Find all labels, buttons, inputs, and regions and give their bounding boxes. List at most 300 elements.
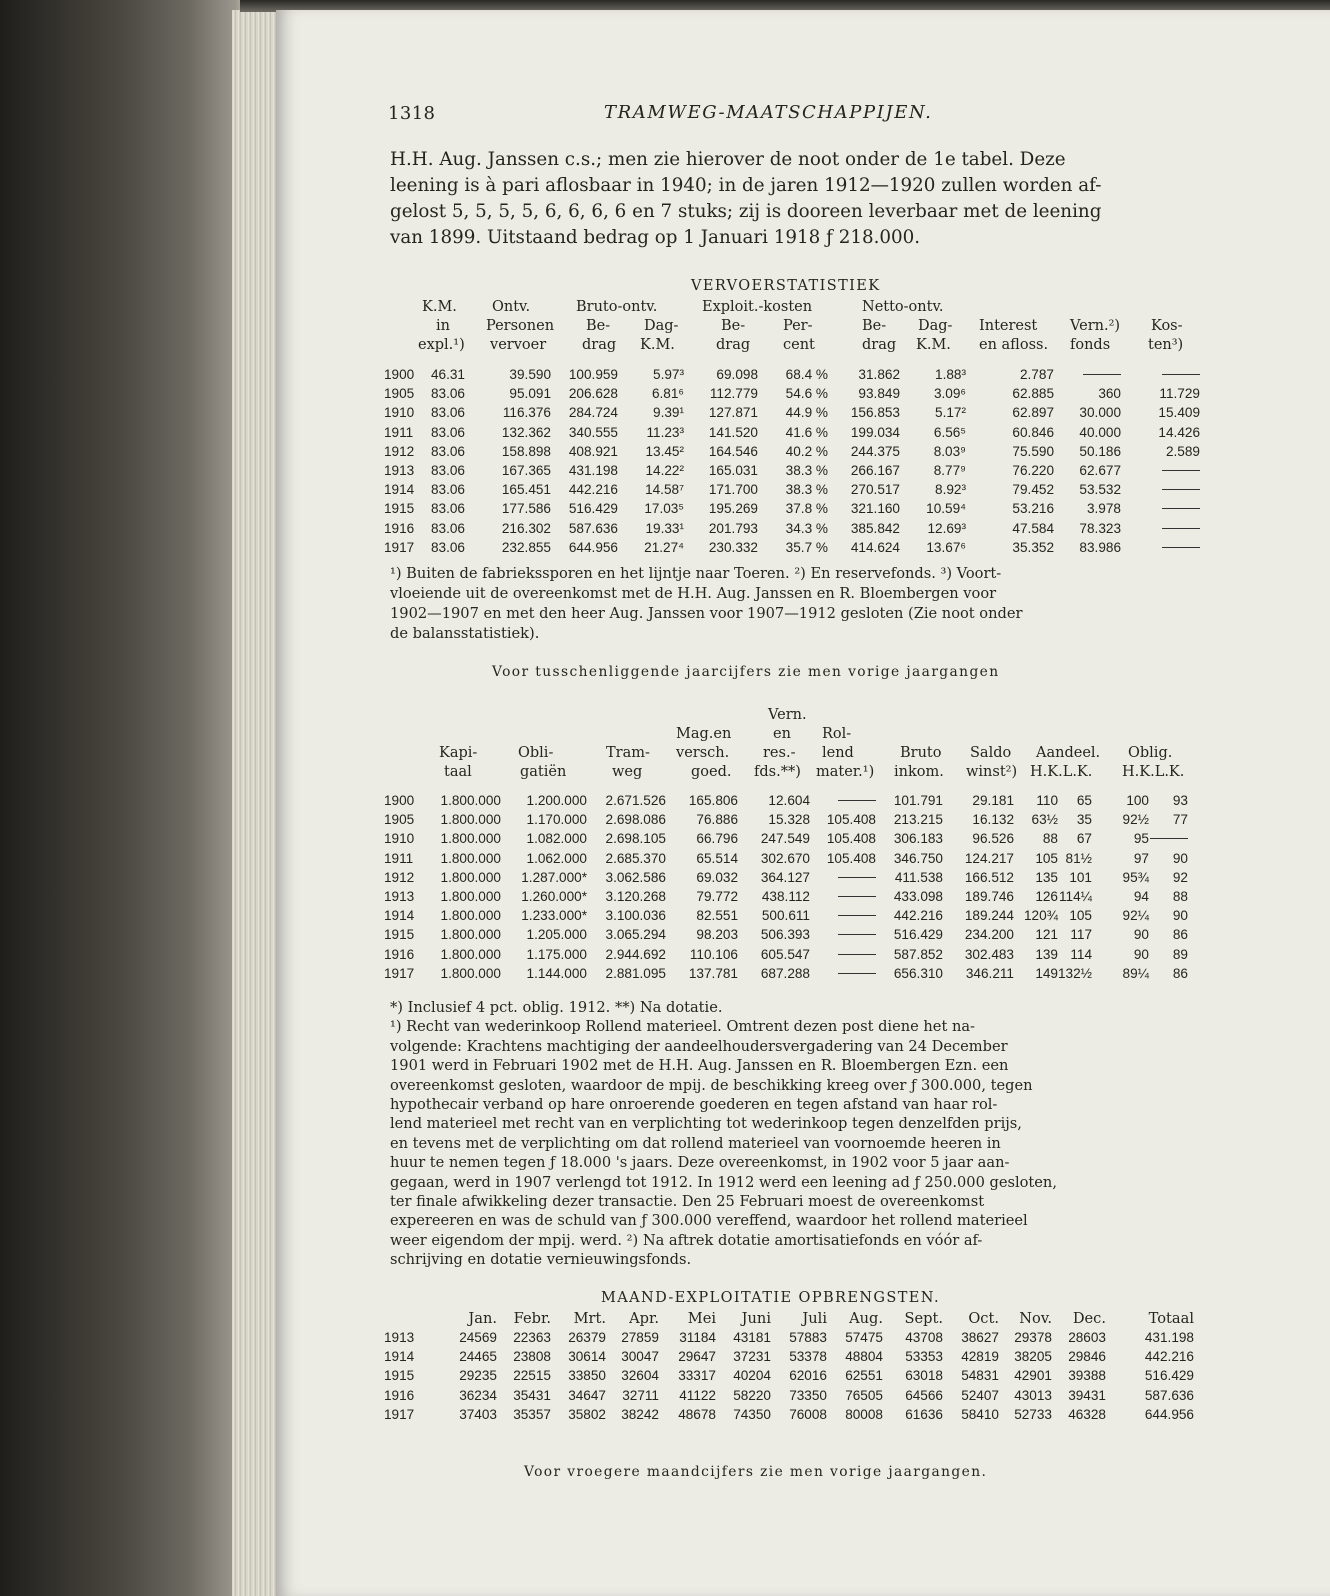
maand-cell: 76505: [845, 1387, 883, 1403]
vervoer-cell: 69.098: [716, 367, 758, 382]
vervoer-cell: 62.897: [1012, 405, 1054, 421]
balans-cell: 105.408: [826, 812, 876, 828]
vervoer-title: VERVOERSTATISTIEK: [691, 278, 881, 294]
vervoer-cell: 76.220: [1012, 463, 1054, 478]
balans-row: [276, 947, 1330, 966]
maand-cell: 53378: [789, 1349, 827, 1365]
vervoer-cell: 408.921: [568, 443, 618, 459]
balans-cell: 92: [1172, 869, 1188, 885]
hdr-bruto: inkom.: [894, 764, 944, 780]
vervoer-cell: 5.97³: [653, 367, 684, 382]
vervoer-row: [276, 405, 1330, 424]
balans-cell: 135: [1035, 869, 1058, 885]
balans-row: [276, 793, 1330, 812]
vervoer-cell: 100.959: [568, 367, 618, 382]
maand-cell: 31184: [679, 1330, 716, 1345]
book-spine: [0, 0, 250, 1596]
balans-cell: 1.260.000*: [521, 889, 587, 904]
vervoer-cell: 1916: [384, 520, 415, 536]
vervoer-header: [276, 298, 1330, 358]
vervoer-cell: 442.216: [568, 482, 618, 498]
vervoer-note: vloeiende uit de overeenkomst met de H.H. Aug. Janssen en R. Bloembergen voor: [390, 585, 997, 602]
maand-row: [276, 1407, 1330, 1426]
hdr-obligatien: Obli-: [518, 745, 554, 761]
balans-cell: 3.120.268: [605, 889, 666, 904]
balans-cell: 1.800.000: [440, 831, 501, 847]
balans-cell: 1.287.000*: [521, 869, 587, 885]
vervoer-cell: 587.636: [568, 520, 618, 536]
balans-cell: 1914: [384, 908, 415, 924]
maand-cell: 587.636: [1144, 1387, 1194, 1403]
vervoer-cell: 3.978: [1086, 501, 1121, 517]
balans-cell: [838, 927, 876, 942]
intro-line: leening is à pari aflosbaar in 1940; in de jaren 1912—1920 zullen worden af-: [390, 175, 1102, 196]
balans-cell: 165.806: [688, 793, 738, 808]
maand-cell: 53353: [905, 1349, 943, 1365]
hdr-l3: drag: [862, 337, 897, 353]
vervoer-cell: 47.584: [1012, 520, 1054, 536]
maand-cell: 80008: [845, 1406, 883, 1422]
vervoer-cell: 11.729: [1159, 386, 1200, 402]
balans-cell: 1915: [384, 927, 415, 943]
vervoer-cell: 10.59⁴: [926, 501, 966, 517]
vervoer-row: [276, 501, 1330, 520]
balans-cell: 306.183: [893, 831, 943, 847]
vervoer-cell: 14.426: [1158, 424, 1200, 440]
hdr-saldo: winst²): [966, 764, 1018, 780]
balans-row: [276, 812, 1330, 831]
vervoer-cell: 141.520: [708, 424, 758, 440]
vervoer-cell: [1162, 482, 1200, 497]
balans-cell: 124.217: [964, 850, 1014, 866]
hdr-vern: fds.**): [754, 764, 801, 780]
vervoer-cell: 13.67⁶: [926, 539, 966, 555]
maand-header-cell: Dec.: [1072, 1310, 1106, 1327]
maand-cell: 64566: [905, 1387, 943, 1403]
balans-cell: 88: [1172, 889, 1188, 904]
maand-header-cell: Febr.: [513, 1310, 551, 1327]
vervoer-cell: 13.45²: [645, 443, 684, 459]
balans-cell: 86: [1172, 927, 1188, 943]
hdr-tramweg: weg: [612, 764, 643, 780]
balans-cell: 3.062.586: [605, 869, 666, 885]
balans-note: weer eigendom der mpij. werd. ²) Na aftrek dotatie amortisatiefonds en vóór af-: [390, 1231, 983, 1249]
vervoer-row: [276, 386, 1330, 405]
balans-cell: 95: [1133, 831, 1149, 847]
vervoer-cell: 53.216: [1012, 501, 1054, 517]
maand-cell: 38242: [621, 1406, 659, 1422]
vervoer-cell: 644.956: [568, 539, 618, 555]
maand-cell: 22515: [513, 1368, 551, 1384]
balans-cell: 189.244: [964, 908, 1014, 924]
maand-cell: 32711: [622, 1387, 659, 1403]
balans-cell: 89¼: [1122, 965, 1149, 981]
vervoer-cell: 79.452: [1012, 482, 1054, 498]
vervoer-cell: [1162, 501, 1200, 516]
vervoer-cell: 6.56⁵: [933, 424, 966, 440]
balans-cell: 114¼: [1058, 889, 1092, 904]
hdr-rollend: Rol-: [822, 726, 852, 742]
balans-cell: 90: [1172, 850, 1188, 866]
balans-cell: 126: [1035, 889, 1058, 904]
maand-cell: 62016: [789, 1368, 827, 1384]
vervoer-cell: 164.546: [708, 443, 758, 459]
balans-cell: 96.526: [972, 831, 1014, 847]
maand-cell: 58220: [733, 1387, 771, 1403]
balans-cell: 516.429: [893, 927, 943, 943]
maand-footer: Voor vroegere maandcijfers zie men vorige jaargangen.: [524, 1464, 988, 1480]
balans-note: gegaan, werd in 1907 verlengd tot 1912. In 1912 werd een leening ad ƒ 250.000 gesloten,: [390, 1173, 1057, 1191]
balans-note: overeenkomst gesloten, waardoor de mpij. de beschikking kreeg over ƒ 300.000, tegen: [390, 1076, 1033, 1094]
vervoer-cell: 165.451: [501, 482, 551, 498]
vervoer-cell: 60.846: [1012, 424, 1054, 440]
maand-cell: 1915: [384, 1368, 415, 1384]
hdr-l3: K.M.: [916, 337, 951, 353]
vervoer-cell: 132.362: [501, 424, 551, 440]
balans-cell: 67: [1076, 831, 1092, 847]
maand-cell: 37403: [459, 1406, 497, 1422]
balans-cell: 1.200.000: [526, 793, 587, 808]
balans-cell: 90: [1133, 927, 1149, 943]
hdr-l2: Be-: [862, 318, 887, 334]
vervoer-cell: 83.06: [430, 386, 465, 402]
maand-header-cell: Juni: [741, 1310, 771, 1327]
maand-cell: 43708: [905, 1330, 943, 1345]
maand-cell: 46328: [1068, 1406, 1106, 1422]
balans-note: huur te nemen tegen ƒ 18.000 's jaars. Deze overeenkomst, in 1902 voor 5 jaar aan-: [390, 1154, 1010, 1172]
maand-row: [276, 1330, 1330, 1349]
maand-cell: 61636: [905, 1406, 943, 1422]
vervoer-note: 1902—1907 en met den heer Aug. Janssen voor 1907—1912 gesloten (Zie noot onder: [390, 605, 1023, 622]
balans-cell: 587.852: [893, 946, 943, 962]
intro-line: van 1899. Uitstaand bedrag op 1 Januari 1918 ƒ 218.000.: [390, 227, 921, 248]
vervoer-cell: 2.589: [1165, 443, 1200, 459]
maand-cell: 52733: [1014, 1406, 1052, 1422]
balans-cell: [838, 870, 876, 885]
vervoer-cell: 78.323: [1079, 520, 1121, 536]
intro-line: H.H. Aug. Janssen c.s.; men zie hierover de noot onder de 1e tabel. Deze: [390, 149, 1066, 170]
vervoer-cell: 14.58⁷: [645, 482, 684, 498]
maand-cell: 42819: [961, 1349, 999, 1365]
vervoer-cell: 35.7 %: [785, 539, 828, 555]
vervoer-cell: 37.8 %: [785, 501, 828, 517]
maand-title: MAAND-EXPLOITATIE OPBRENGSTEN.: [601, 1290, 940, 1306]
maand-cell: 28603: [1068, 1330, 1106, 1345]
maand-cell: 1914: [384, 1349, 415, 1365]
maand-row: [276, 1388, 1330, 1407]
balans-cell: 92¼: [1122, 908, 1149, 924]
maand-cell: 40204: [733, 1368, 771, 1384]
maand-cell: 38205: [1014, 1349, 1052, 1365]
balans-cell: 12.604: [768, 793, 810, 808]
balans-note: schrijving en dotatie vernieuwingsfonds.: [390, 1251, 692, 1269]
maand-cell: 39431: [1068, 1387, 1106, 1403]
hdr-l2: Per-: [783, 318, 813, 334]
maand-cell: 42901: [1014, 1368, 1052, 1384]
balans-cell: 1.800.000: [440, 812, 501, 828]
balans-cell: 1.800.000: [440, 927, 501, 943]
hdr-l3: expl.¹): [418, 337, 465, 353]
hdr-l3: drag: [582, 337, 617, 353]
vervoer-row: [276, 367, 1330, 386]
hdr-l2: Be-: [586, 318, 611, 334]
hdr-kapitaal: taal: [444, 764, 472, 780]
balans-cell: 346.750: [893, 850, 943, 866]
maand-cell: 57475: [845, 1330, 883, 1345]
vervoer-cell: 1917: [384, 539, 415, 555]
balans-cell: 433.098: [893, 889, 943, 904]
balans-cell: 97: [1133, 850, 1149, 866]
balans-cell: 92½: [1122, 812, 1149, 828]
balans-cell: 1900: [384, 793, 415, 808]
balans-cell: 1.800.000: [440, 793, 501, 808]
balans-cell: [1150, 831, 1188, 846]
hdr-l3: cent: [783, 337, 815, 353]
vervoer-cell: 31.862: [858, 367, 900, 382]
maand-cell: 1916: [384, 1387, 415, 1403]
maand-cell: 43013: [1014, 1387, 1052, 1403]
balans-cell: 438.112: [761, 889, 810, 904]
maand-cell: 48804: [845, 1349, 883, 1365]
hdr-rollend: mater.¹): [816, 764, 875, 780]
vervoer-cell: 232.855: [501, 539, 551, 555]
balans-row: [276, 889, 1330, 908]
maand-cell: 32604: [621, 1368, 659, 1384]
vervoer-cell: 12.69³: [927, 520, 966, 536]
balans-row: [276, 966, 1330, 985]
vervoer-cell: 50.186: [1079, 443, 1121, 459]
balans-cell: 2.944.692: [605, 946, 666, 962]
vervoer-cell: 266.167: [850, 463, 900, 478]
balans-row: [276, 927, 1330, 946]
balans-cell: 65: [1076, 793, 1092, 808]
vervoer-cell: 9.39¹: [653, 405, 684, 421]
balans-cell: 2.685.370: [605, 850, 666, 866]
balans-cell: 90: [1172, 908, 1188, 924]
vervoer-cell: 177.586: [501, 501, 551, 517]
hdr-l2: Vern.²): [1070, 318, 1121, 334]
vervoer-cell: 8.92³: [935, 482, 966, 498]
maand-cell: 36234: [459, 1387, 497, 1403]
balans-cell: 1.175.000: [526, 946, 587, 962]
balans-cell: 149: [1035, 965, 1058, 981]
balans-cell: 94: [1133, 889, 1149, 904]
balans-cell: 1.800.000: [440, 889, 501, 904]
maand-cell: 30614: [568, 1349, 606, 1365]
balans-cell: 88: [1042, 831, 1058, 847]
vervoer-cell: 83.06: [430, 482, 465, 498]
vervoer-cell: [1083, 367, 1121, 382]
maand-header-cell: Mrt.: [573, 1310, 606, 1327]
balans-cell: 98.203: [696, 927, 738, 943]
balans-cell: 114: [1070, 946, 1092, 962]
maand-cell: 22363: [513, 1330, 551, 1345]
maand-header-cell: Sept.: [904, 1310, 943, 1327]
hdr-kapitaal: Kapi-: [439, 745, 478, 761]
maand-cell: 54831: [961, 1368, 999, 1384]
running-title: TRAMWEG-MAATSCHAPPIJEN.: [604, 102, 933, 123]
balans-cell: 139: [1035, 946, 1058, 962]
vervoer-cell: 270.517: [850, 482, 900, 498]
hdr-l3: ten³): [1148, 337, 1184, 353]
vervoer-cell: 34.3 %: [785, 520, 828, 536]
balans-cell: 1.205.000: [526, 927, 587, 943]
balans-cell: 2.881.095: [605, 965, 666, 981]
maand-cell: 442.216: [1144, 1349, 1194, 1365]
hdr-l3: K.M.: [640, 337, 675, 353]
hdr-rollend: lend: [822, 745, 854, 761]
vervoer-cell: 112.779: [709, 386, 758, 402]
vervoer-cell: 195.269: [708, 501, 758, 517]
maand-cell: 52407: [961, 1387, 999, 1403]
balans-cell: 69.032: [696, 869, 738, 885]
balans-cell: 137.781: [688, 965, 738, 981]
balans-cell: 105.408: [826, 850, 876, 866]
maand-cell: 431.198: [1144, 1330, 1194, 1345]
balans-header: [276, 706, 1330, 796]
balans-cell: 506.393: [760, 927, 810, 943]
vervoer-cell: 165.031: [708, 463, 758, 478]
hdr-vern: res.-: [763, 745, 796, 761]
balans-cell: 2.671.526: [605, 793, 666, 808]
balans-cell: 166.512: [964, 869, 1014, 885]
balans-cell: 1911: [384, 850, 414, 866]
maand-cell: 30047: [621, 1349, 659, 1365]
balans-cell: 656.310: [893, 965, 943, 981]
maand-header-cell: Oct.: [968, 1310, 999, 1327]
vervoer-cell: 6.81⁶: [651, 386, 684, 402]
balans-cell: 29.181: [972, 793, 1014, 808]
balans-cell: 3.100.036: [605, 908, 666, 924]
balans-cell: 213.215: [893, 812, 943, 828]
balans-cell: 101.791: [893, 793, 943, 808]
balans-cell: 1917: [384, 965, 415, 981]
balans-cell: 105: [1069, 908, 1092, 924]
vervoer-cell: 116.376: [502, 405, 551, 421]
vervoer-cell: 1.88³: [935, 367, 966, 382]
vervoer-cell: [1162, 463, 1200, 478]
vervoer-cell: 83.06: [430, 405, 465, 421]
maand-cell: 1917: [384, 1406, 415, 1422]
vervoer-cell: 40.000: [1079, 424, 1121, 440]
hdr-l2: Personen: [486, 318, 555, 334]
vervoer-cell: 83.986: [1079, 539, 1121, 555]
vervoer-cell: 83.06: [430, 424, 465, 440]
balans-cell: 120¾: [1023, 908, 1058, 924]
vervoer-cell: 53.532: [1079, 482, 1121, 498]
vervoer-cell: 158.898: [501, 443, 551, 459]
hdr-tramweg: Tram-: [606, 745, 650, 761]
vervoer-cell: 1900: [384, 367, 415, 382]
balans-cell: 101: [1069, 869, 1092, 885]
vervoer-cell: 15.409: [1158, 405, 1200, 421]
maand-cell: 26379: [568, 1330, 606, 1345]
balans-row: [276, 851, 1330, 870]
vervoer-cell: 46.31: [430, 367, 465, 382]
maand-cell: 1913: [384, 1330, 415, 1345]
vervoer-cell: 38.3 %: [785, 463, 828, 478]
hdr-aandeel: Aandeel.: [1036, 745, 1101, 761]
vervoer-cell: 40.2 %: [785, 443, 828, 459]
maand-cell: 39388: [1068, 1368, 1106, 1384]
vervoer-cell: 127.871: [708, 405, 758, 421]
hdr-l2: Be-: [721, 318, 746, 334]
maand-cell: 62551: [845, 1368, 883, 1384]
balans-cell: 66.796: [696, 831, 738, 847]
maand-cell: 27859: [621, 1330, 659, 1345]
balans-cell: 247.549: [760, 831, 810, 847]
between-note: Voor tusschenliggende jaarcijfers zie men vorige jaargangen: [492, 664, 1000, 680]
balans-cell: 15.328: [768, 812, 810, 828]
vervoer-cell: 35.352: [1012, 539, 1054, 555]
hdr-l3: fonds: [1070, 337, 1111, 353]
vervoer-note: ¹) Buiten de fabriekssporen en het lijntje naar Toeren. ²) En reservefonds. ³) Voort-: [390, 565, 1002, 582]
balans-cell: 95¾: [1122, 869, 1149, 885]
maand-cell: 516.429: [1144, 1368, 1194, 1384]
balans-cell: 1905: [384, 812, 415, 828]
balans-cell: 77: [1172, 812, 1188, 828]
hdr-l3: drag: [716, 337, 751, 353]
balans-cell: 1.800.000: [440, 869, 501, 885]
balans-cell: 110: [1036, 793, 1058, 808]
maand-cell: 35802: [568, 1406, 606, 1422]
balans-cell: 89: [1172, 946, 1188, 962]
balans-note: expereeren en was de schuld van ƒ 300.000 vereffend, waardoor het rollend materieel: [390, 1212, 1028, 1230]
vervoer-cell: 1914: [384, 482, 415, 498]
maand-cell: 63018: [905, 1368, 943, 1384]
vervoer-cell: 1912: [384, 443, 415, 459]
balans-cell: [838, 908, 876, 923]
balans-cell: 3.065.294: [605, 927, 666, 943]
vervoer-cell: 14.22²: [645, 463, 684, 478]
maand-cell: 644.956: [1144, 1406, 1194, 1422]
maand-header-cell: Totaal: [1148, 1310, 1194, 1327]
balans-cell: 105.408: [826, 831, 876, 847]
vervoer-cell: [1162, 521, 1200, 536]
balans-note: en tevens met de verplichting om dat rollend materieel van voornoemde heeren in: [390, 1134, 1001, 1152]
vervoer-cell: 230.332: [708, 539, 758, 555]
maand-cell: 58410: [961, 1406, 999, 1422]
balans-cell: 90: [1133, 946, 1149, 962]
balans-cell: [838, 966, 876, 981]
balans-cell: 189.746: [964, 889, 1014, 904]
balans-cell: [838, 947, 876, 962]
balans-cell: 117: [1070, 927, 1092, 943]
maand-cell: 29647: [678, 1349, 716, 1365]
balans-cell: 1.800.000: [440, 850, 501, 866]
vervoer-cell: 321.160: [850, 501, 900, 517]
balans-note: lend materieel met recht van en verplichting tot wederinkoop tegen denzelfden prijs,: [390, 1115, 1022, 1133]
balans-note: ter finale afwikkeling dezer transactie. Den 25 Februari moest de overeenkomst: [390, 1193, 985, 1210]
hdr-l3: vervoer: [490, 337, 547, 353]
hdr-magazijn: versch.: [676, 745, 730, 761]
balans-cell: 1913: [384, 889, 415, 904]
vervoer-cell: 1915: [384, 501, 415, 517]
vervoer-cell: 171.700: [708, 482, 758, 498]
maand-cell: 33850: [568, 1368, 606, 1384]
vervoer-cell: 414.624: [850, 539, 900, 555]
vervoer-cell: 75.590: [1012, 443, 1054, 459]
vervoer-cell: 201.793: [708, 520, 758, 536]
maand-cell: 73350: [789, 1387, 827, 1403]
maand-cell: 29378: [1014, 1330, 1052, 1345]
vervoer-row: [276, 482, 1330, 501]
balans-cell: 1912: [384, 869, 415, 885]
hdr-l3: en afloss.: [979, 337, 1049, 353]
hdr-bruto: Bruto-ontv.: [576, 299, 658, 315]
balans-cell: 302.670: [760, 850, 810, 866]
hdr-magazijn: goed.: [691, 764, 732, 780]
